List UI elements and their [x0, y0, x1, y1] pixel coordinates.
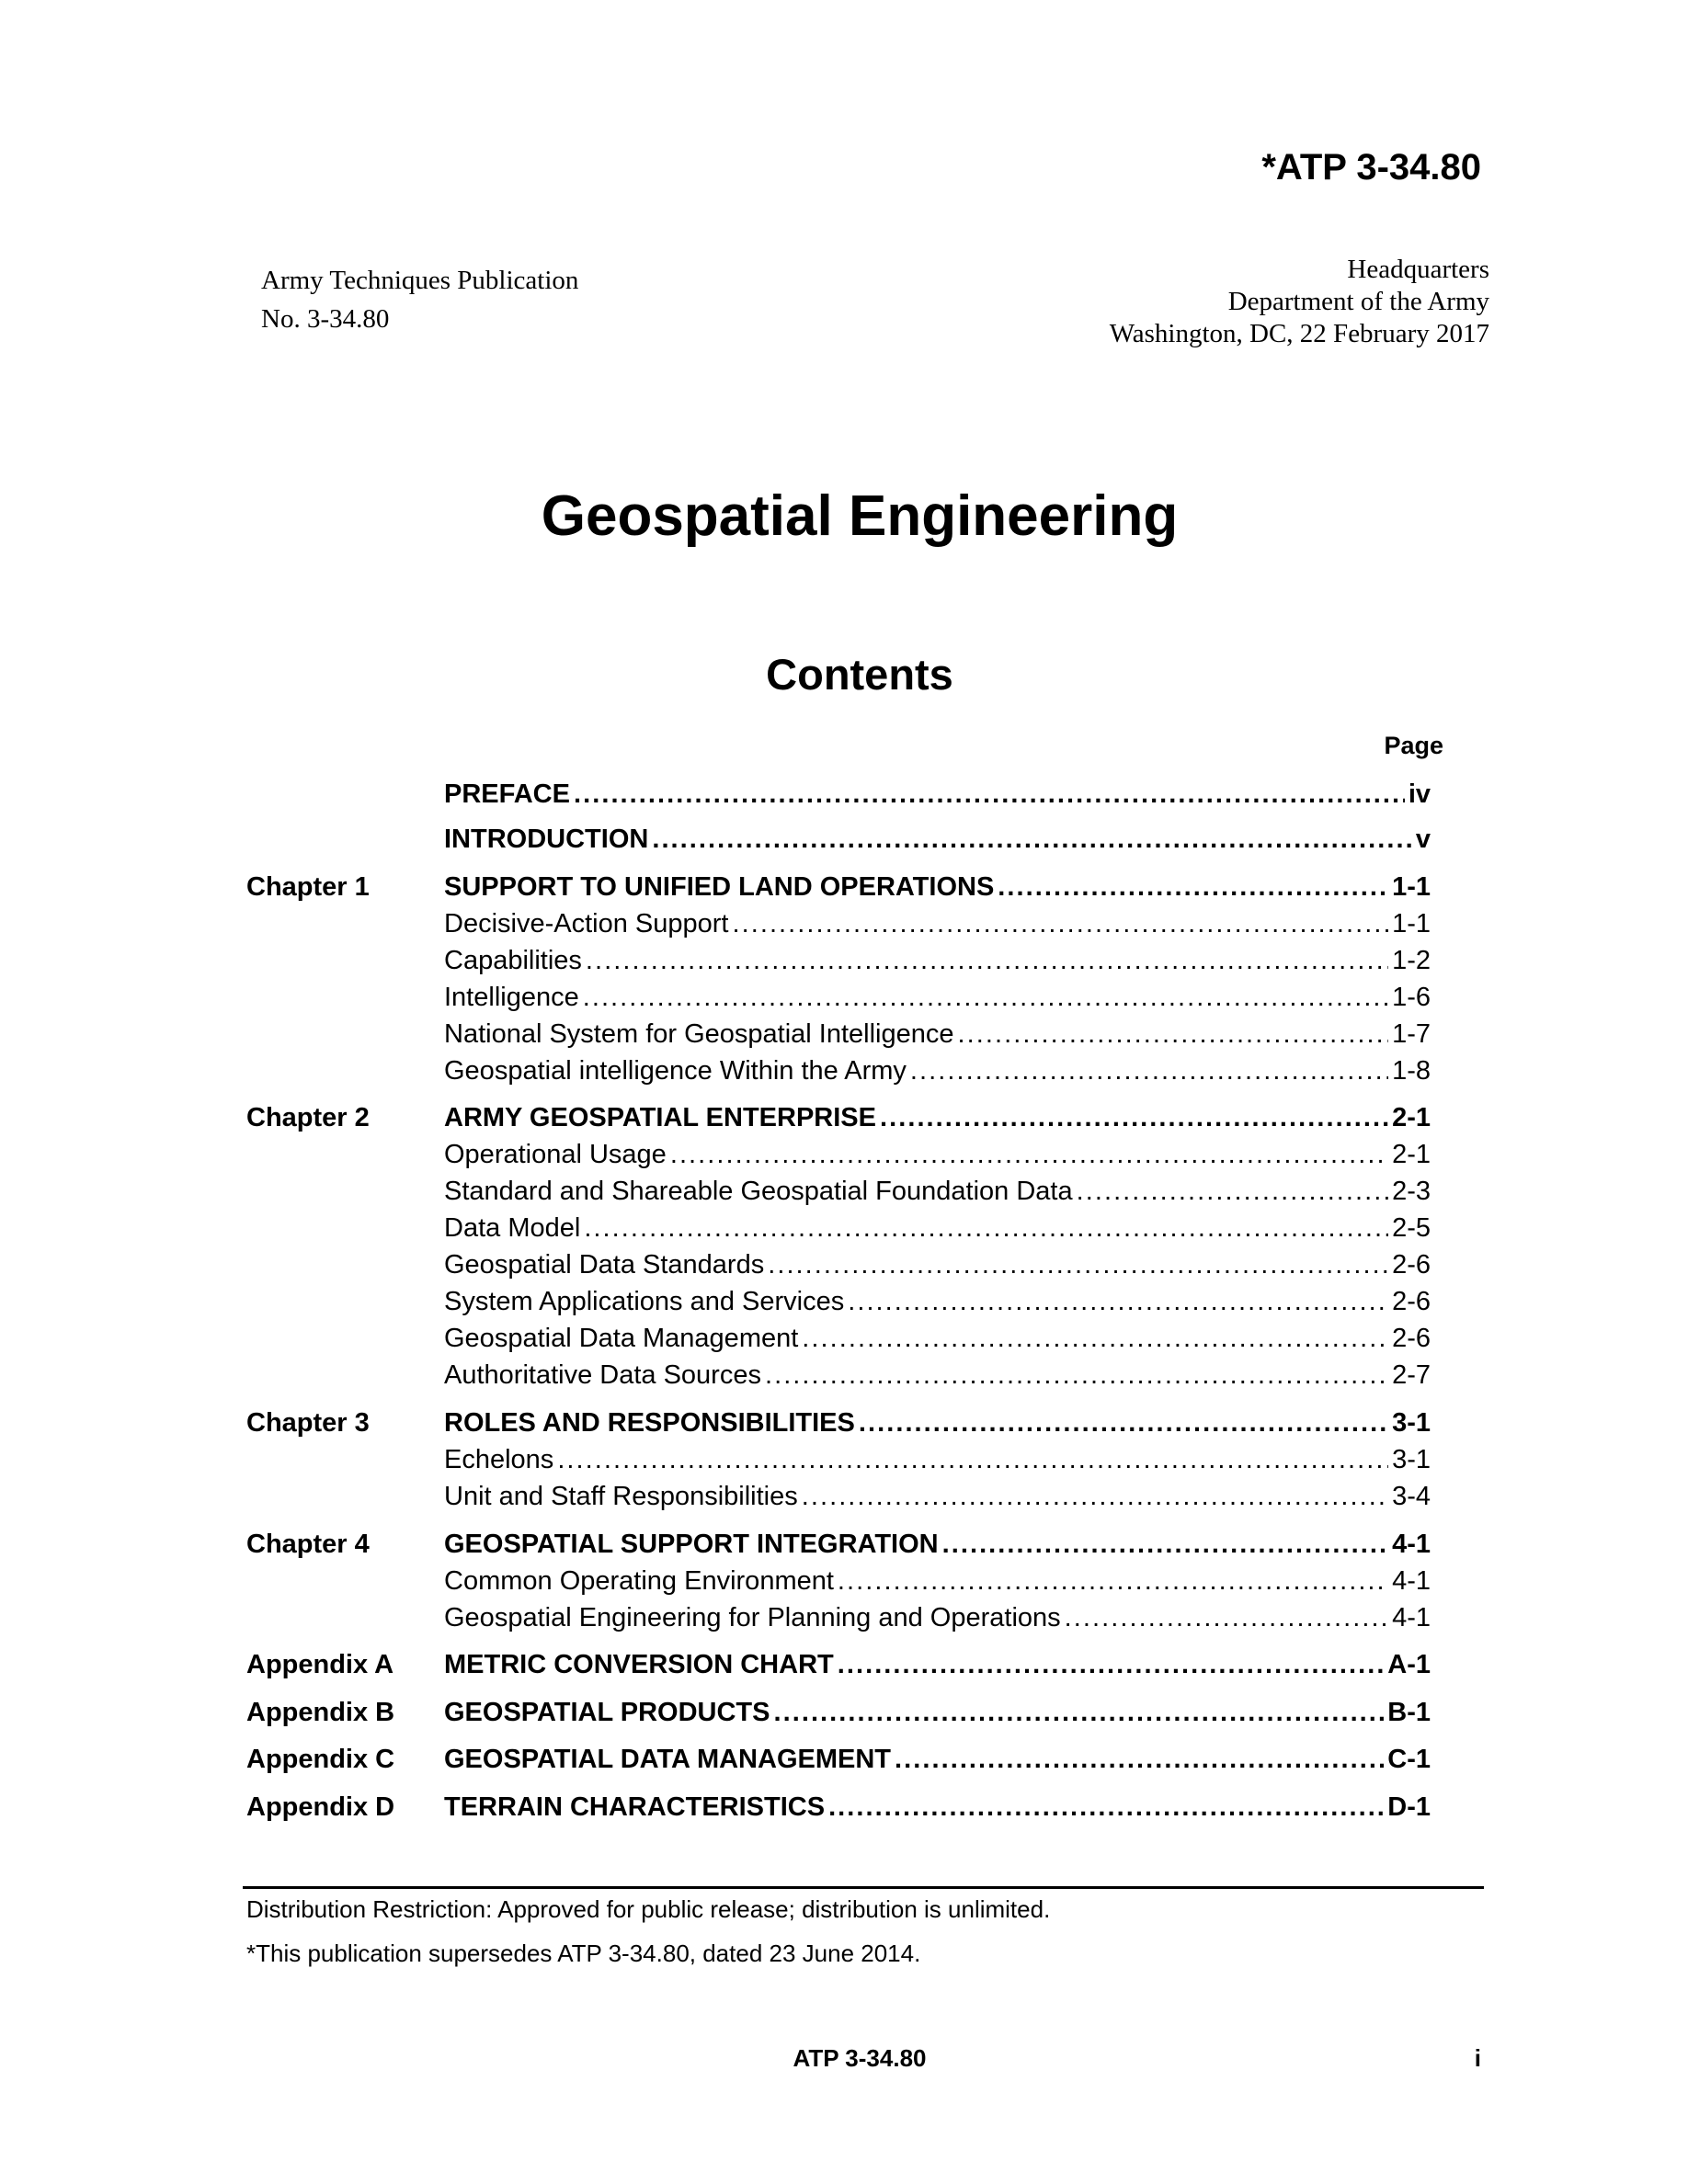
toc-entry-body: [444, 979, 1431, 1016]
toc-entry-title[interactable]: METRIC CONVERSION CHART: [444, 1650, 834, 1679]
toc-entry-page[interactable]: 2-3: [1392, 1177, 1431, 1206]
toc-entry[interactable]: [0, 1210, 1688, 1246]
toc-entry-title[interactable]: PREFACE: [444, 779, 570, 809]
toc-entry[interactable]: [0, 979, 1688, 1016]
toc-entry-title[interactable]: GEOSPATIAL DATA MANAGEMENT: [444, 1745, 892, 1774]
toc-dot-leader: [838, 1563, 1388, 1599]
toc-entry-title[interactable]: Authoritative Data Sources: [444, 1360, 761, 1390]
toc-dot-leader: [958, 1016, 1389, 1052]
toc-entry-body: [444, 1694, 1431, 1731]
toc-entry-body: [444, 1210, 1431, 1246]
toc-dot-leader: [586, 942, 1388, 979]
toc-entry-body: [444, 1789, 1431, 1826]
contents-heading: Contents: [766, 650, 953, 699]
toc-dot-leader: [1065, 1599, 1388, 1636]
toc-entry-title[interactable]: GEOSPATIAL SUPPORT INTEGRATION: [444, 1530, 939, 1559]
toc-entry-title[interactable]: Echelons: [444, 1445, 554, 1474]
toc-entry-body: [444, 1405, 1431, 1441]
toc-entry[interactable]: [0, 1246, 1688, 1283]
toc-entry-title[interactable]: Decisive-Action Support: [444, 909, 729, 938]
toc-dot-leader: [583, 979, 1388, 1016]
document-title: Geospatial Engineering: [541, 484, 1179, 548]
toc-entry-page[interactable]: 3-1: [1392, 1408, 1431, 1438]
toc-entry-body: [444, 1599, 1431, 1636]
toc-entry-page[interactable]: 3-4: [1392, 1482, 1431, 1511]
toc-entry[interactable]: [0, 1789, 1688, 1826]
toc-entry-page[interactable]: 3-1: [1392, 1445, 1431, 1474]
toc-entry[interactable]: [0, 1099, 1688, 1136]
toc-dot-leader: [652, 821, 1412, 858]
toc-entry-title[interactable]: GEOSPATIAL PRODUCTS: [444, 1698, 770, 1727]
toc-entry-page[interactable]: 4-1: [1392, 1603, 1431, 1632]
toc-entry-title[interactable]: Common Operating Environment: [444, 1566, 834, 1596]
toc-entry[interactable]: [0, 1016, 1688, 1052]
toc-entry[interactable]: [0, 821, 1688, 858]
toc-dot-leader: [584, 1210, 1388, 1246]
org-line-2: Department of the Army: [1227, 287, 1489, 316]
toc-dot-leader: [880, 1099, 1388, 1136]
toc-entry-title[interactable]: Operational Usage: [444, 1140, 667, 1169]
toc-entry-body: [444, 776, 1431, 813]
toc-entry-page[interactable]: iv: [1408, 779, 1431, 809]
toc-dot-leader: [670, 1136, 1388, 1173]
toc-entry-title[interactable]: SUPPORT TO UNIFIED LAND OPERATIONS: [444, 872, 995, 902]
toc-entry-label: Chapter 2: [246, 1103, 370, 1132]
toc-dot-leader: [998, 869, 1388, 905]
toc-entry-page[interactable]: 1-8: [1392, 1056, 1431, 1086]
org-line-1: Headquarters: [1347, 255, 1489, 284]
footer-page-number: i: [1474, 2044, 1481, 2072]
toc-dot-leader: [557, 1441, 1388, 1478]
toc-dot-leader: [859, 1405, 1388, 1441]
toc-entry[interactable]: [0, 1646, 1688, 1683]
toc-entry-page[interactable]: 2-6: [1392, 1287, 1431, 1316]
toc-entry-page[interactable]: 2-1: [1392, 1103, 1431, 1132]
toc-entry-page[interactable]: 1-7: [1392, 1019, 1431, 1049]
toc-entry-body: [444, 1099, 1431, 1136]
toc-entry-body: [444, 1283, 1431, 1320]
toc-entry-page[interactable]: 2-5: [1392, 1213, 1431, 1243]
toc-entry-body: [444, 905, 1431, 942]
toc-entry[interactable]: [0, 1441, 1688, 1478]
toc-entry-page[interactable]: A-1: [1387, 1650, 1431, 1679]
toc-entry-page[interactable]: 1-1: [1392, 872, 1431, 902]
toc-entry-title[interactable]: Geospatial Data Standards: [444, 1250, 765, 1280]
toc-entry-body: [444, 1016, 1431, 1052]
toc-entry-title[interactable]: Capabilities: [444, 946, 582, 975]
toc-entry[interactable]: [0, 1357, 1688, 1393]
toc-entry[interactable]: [0, 1741, 1688, 1778]
toc-dot-leader: [838, 1646, 1385, 1683]
footnote-divider: [243, 1886, 1484, 1889]
toc-entry[interactable]: [0, 869, 1688, 905]
toc-entry-label: Chapter 4: [246, 1530, 370, 1559]
footer-document-id: ATP 3-34.80: [793, 2044, 927, 2072]
toc-entry-title[interactable]: TERRAIN CHARACTERISTICS: [444, 1792, 826, 1822]
toc-dot-leader: [802, 1320, 1388, 1357]
toc-entry-title[interactable]: Geospatial Data Management: [444, 1324, 799, 1353]
toc-entry-body: [444, 1563, 1431, 1599]
toc-entry-title[interactable]: ARMY GEOSPATIAL ENTERPRISE: [444, 1103, 876, 1132]
toc-entry-body: [444, 1646, 1431, 1683]
document-id: *ATP 3-34.80: [1261, 147, 1481, 188]
toc-entry[interactable]: [0, 1563, 1688, 1599]
toc-entry-page[interactable]: 2-6: [1392, 1324, 1431, 1353]
toc-entry-label: Chapter 1: [246, 872, 370, 902]
toc-dot-leader: [574, 776, 1405, 813]
toc-dot-leader: [828, 1789, 1384, 1826]
toc-entry[interactable]: [0, 1694, 1688, 1731]
toc-entry-body: [444, 1320, 1431, 1357]
toc-entry-page[interactable]: 1-2: [1392, 946, 1431, 975]
toc-entry-body: [444, 1357, 1431, 1393]
toc-entry-body: [444, 1246, 1431, 1283]
toc-entry-page[interactable]: 1-6: [1392, 983, 1431, 1012]
supersedes-note: *This publication supersedes ATP 3-34.80, dated 23 June 2014.: [246, 1939, 921, 1967]
toc-entry-title[interactable]: National System for Geospatial Intelligence: [444, 1019, 954, 1049]
toc-entry-page[interactable]: v: [1415, 825, 1431, 854]
distribution-restriction: Distribution Restriction: Approved for public release; distribution is unlimited.: [246, 1895, 1051, 1923]
toc-entry-body: [444, 1526, 1431, 1563]
toc-entry-title[interactable]: INTRODUCTION: [444, 825, 649, 854]
toc-entry-title[interactable]: Geospatial Engineering for Planning and Operations: [444, 1603, 1061, 1632]
toc-entry[interactable]: [0, 1283, 1688, 1320]
publication-number: No. 3-34.80: [261, 304, 390, 334]
toc-entry[interactable]: [0, 1173, 1688, 1210]
toc-dot-leader: [732, 905, 1388, 942]
toc-entry[interactable]: [0, 1478, 1688, 1515]
toc-entry[interactable]: [0, 1526, 1688, 1563]
toc-entry-body: [444, 1478, 1431, 1515]
toc-dot-leader: [1077, 1173, 1388, 1210]
toc-entry-title[interactable]: Data Model: [444, 1213, 581, 1243]
toc-entry-title[interactable]: System Applications and Services: [444, 1287, 845, 1316]
toc-entry-label: Appendix A: [246, 1650, 394, 1679]
toc-entry-title[interactable]: Standard and Shareable Geospatial Foundation Data: [444, 1177, 1073, 1206]
toc-dot-leader: [768, 1246, 1388, 1283]
toc-dot-leader: [895, 1741, 1384, 1778]
toc-entry-label: Appendix C: [246, 1745, 395, 1774]
page-column-label: Page: [1384, 732, 1443, 759]
toc-entry-body: [444, 1136, 1431, 1173]
toc-entry-page[interactable]: 4-1: [1392, 1566, 1431, 1596]
toc-entry-body: [444, 869, 1431, 905]
toc-entry-page[interactable]: D-1: [1387, 1792, 1431, 1822]
toc-entry-body: [444, 1741, 1431, 1778]
publication-type: Army Techniques Publication: [261, 266, 579, 295]
toc-entry[interactable]: [0, 1599, 1688, 1636]
toc-dot-leader: [765, 1357, 1388, 1393]
toc-entry[interactable]: [0, 776, 1688, 813]
toc-entry-label: Chapter 3: [246, 1408, 370, 1438]
toc-entry-page[interactable]: 2-6: [1392, 1250, 1431, 1280]
toc-entry-label: Appendix D: [246, 1792, 395, 1822]
toc-entry-page[interactable]: 1-1: [1392, 909, 1431, 938]
toc-entry-title[interactable]: Unit and Staff Responsibilities: [444, 1482, 798, 1511]
toc-entry-body: [444, 821, 1431, 858]
toc-entry-body: [444, 1173, 1431, 1210]
toc-entry-title[interactable]: Intelligence: [444, 983, 579, 1012]
toc-entry-body: [444, 1052, 1431, 1089]
toc-entry-title[interactable]: Geospatial intelligence Within the Army: [444, 1056, 907, 1086]
toc-entry-body: [444, 942, 1431, 979]
org-line-3: Washington, DC, 22 February 2017: [1109, 319, 1489, 348]
toc-entry[interactable]: [0, 1320, 1688, 1357]
toc-entry-page[interactable]: 2-7: [1392, 1360, 1431, 1390]
toc-entry[interactable]: [0, 1136, 1688, 1173]
toc-entry-page[interactable]: 4-1: [1392, 1530, 1431, 1559]
toc-entry-page[interactable]: B-1: [1387, 1698, 1431, 1727]
toc-entry[interactable]: [0, 905, 1688, 942]
toc-entry-page[interactable]: C-1: [1387, 1745, 1431, 1774]
toc-entry[interactable]: [0, 942, 1688, 979]
toc-dot-leader: [848, 1283, 1388, 1320]
toc-entry-page[interactable]: 2-1: [1392, 1140, 1431, 1169]
toc-dot-leader: [773, 1694, 1384, 1731]
toc-entry[interactable]: [0, 1405, 1688, 1441]
toc-dot-leader: [910, 1052, 1388, 1089]
toc-dot-leader: [802, 1478, 1388, 1515]
toc-entry-title[interactable]: ROLES AND RESPONSIBILITIES: [444, 1408, 855, 1438]
toc-dot-leader: [942, 1526, 1388, 1563]
toc-entry[interactable]: [0, 1052, 1688, 1089]
toc-entry-label: Appendix B: [246, 1698, 395, 1727]
toc-entry-body: [444, 1441, 1431, 1478]
